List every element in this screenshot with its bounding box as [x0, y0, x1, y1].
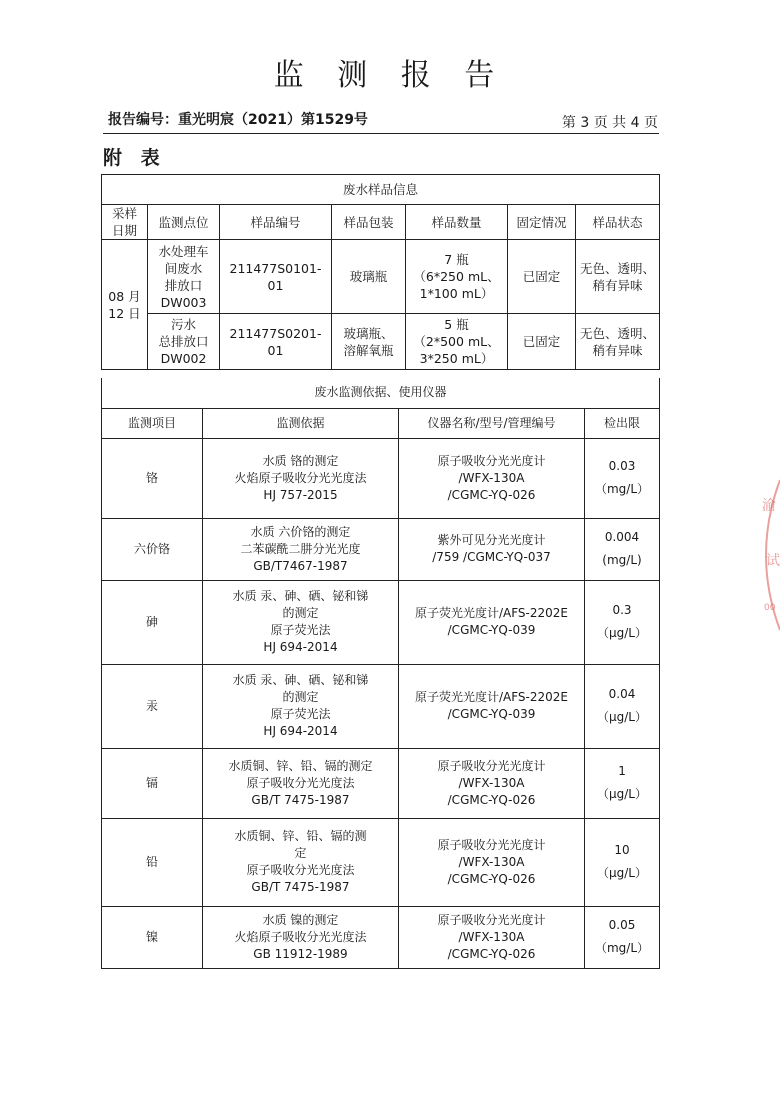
instrument-info — [399, 664, 585, 748]
monitoring-basis-line: 水质铜、锌、铅、镉的测 — [234, 829, 367, 843]
sample-header-row — [102, 205, 660, 240]
monitoring-item: 镉 — [102, 748, 203, 818]
qty-line: （6*250 mL、 — [413, 269, 500, 284]
monitoring-basis — [203, 906, 399, 968]
instrument-info — [399, 518, 585, 580]
header-quantity: 样品数量 — [406, 205, 508, 240]
monitoring-basis-line: 原子荧光法 — [270, 623, 331, 637]
monitoring-basis-line: 原子荧光法 — [270, 707, 331, 721]
fixed-status: 已固定 — [508, 240, 576, 314]
monitoring-basis — [203, 580, 399, 664]
state-line: 无色、透明、 — [580, 325, 656, 341]
instrument-info-line: /WFX-130A — [458, 775, 525, 790]
monitoring-basis-line: 原子吸收分光光度法 — [246, 775, 355, 790]
instrument-info — [399, 818, 585, 906]
detection-limit — [585, 818, 660, 906]
limit-unit: (mg/L) — [602, 553, 642, 567]
monitoring-basis-line: HJ 757-2015 — [263, 487, 338, 502]
report-number: 报告编号：重光明宸（2021）第1529号 — [108, 112, 368, 128]
header-basis: 监测依据 — [203, 408, 399, 438]
page-indicator: 第 3 页 共 4 页 — [561, 115, 658, 131]
limit-value: 0.3 — [612, 603, 632, 617]
package-line: 玻璃瓶、 — [343, 325, 394, 341]
method-row — [102, 664, 660, 748]
instrument-info — [399, 438, 585, 518]
limit-value: 0.03 — [608, 459, 636, 473]
sample-row — [102, 240, 660, 314]
header-date-line: 采样 — [111, 206, 137, 221]
sample-row — [102, 314, 660, 370]
monitoring-basis-line: 水质 汞、砷、硒、铋和锑 — [232, 589, 369, 603]
header-package: 样品包装 — [332, 205, 406, 240]
limit-value: 10 — [614, 843, 630, 857]
sample-package — [332, 314, 406, 370]
header-sampling-date — [102, 205, 148, 240]
package-line: 溶解氧瓶 — [343, 342, 394, 358]
sample-number: 211477S0101-01 — [220, 240, 332, 314]
limit-unit: （μg/L） — [597, 710, 647, 724]
point-line: 排放口 — [164, 277, 203, 293]
monitoring-item: 砷 — [102, 580, 203, 664]
sample-quantity — [406, 240, 508, 314]
instrument-info-line: /WFX-130A — [458, 929, 525, 944]
instrument-info-line: /CGMC-YQ-039 — [447, 623, 536, 637]
header-rule — [103, 133, 659, 134]
detection-limit — [585, 438, 660, 518]
instrument-info — [399, 580, 585, 664]
header-sample-no: 样品编号 — [220, 205, 332, 240]
header-limit: 检出限 — [585, 408, 660, 438]
sample-section-title: 废水样品信息 — [102, 175, 660, 205]
instrument-info-line: /759 /CGMC-YQ-037 — [432, 550, 551, 564]
method-table — [101, 378, 660, 969]
instrument-info-line: 原子吸收分光光度计 — [437, 837, 546, 852]
appendix-heading: 附 表 — [103, 147, 166, 169]
report-title: 监 测 报 告 — [273, 58, 507, 93]
point-line: 污水 — [170, 317, 196, 332]
header-fixed: 固定情况 — [508, 205, 576, 240]
monitoring-basis-line: 二苯碳酰二肼分光光度 — [240, 541, 361, 556]
monitoring-basis-line: 火焰原子吸收分光光度法 — [234, 929, 367, 944]
method-row — [102, 580, 660, 664]
svg-text:试: 试 — [766, 553, 780, 569]
instrument-info — [399, 748, 585, 818]
monitoring-point — [148, 314, 220, 370]
method-header-row — [102, 408, 660, 438]
monitoring-basis-line: 水质铜、锌、铅、镉的测定 — [228, 758, 373, 773]
instrument-info-line: 原子吸收分光光度计 — [437, 912, 546, 927]
instrument-info-line: /CGMC-YQ-026 — [447, 946, 536, 961]
monitoring-basis-line: 定 — [294, 846, 307, 860]
state-line: 稍有异味 — [592, 277, 643, 293]
instrument-info-line: 原子吸收分光光度计 — [437, 453, 546, 468]
instrument-info-line: /CGMC-YQ-026 — [447, 792, 536, 807]
detection-limit — [585, 906, 660, 968]
monitoring-basis — [203, 518, 399, 580]
monitoring-basis-line: GB/T7467-1987 — [253, 558, 348, 573]
state-line: 无色、透明、 — [580, 260, 656, 276]
method-section-title: 废水监测依据、使用仪器 — [102, 378, 660, 408]
monitoring-basis-line: 原子吸收分光光度法 — [246, 863, 355, 877]
point-line: 水处理车 — [158, 243, 209, 259]
limit-value: 1 — [618, 764, 626, 778]
instrument-info-line: /WFX-130A — [458, 470, 525, 485]
method-row — [102, 518, 660, 580]
sample-quantity — [406, 314, 508, 370]
monitoring-basis-line: HJ 694-2014 — [263, 640, 338, 654]
method-row — [102, 818, 660, 906]
monitoring-basis-line: GB/T 7475-1987 — [251, 880, 350, 894]
date-day: 12 日 — [108, 305, 141, 321]
instrument-info — [399, 906, 585, 968]
monitoring-basis-line: 火焰原子吸收分光光度法 — [234, 470, 367, 485]
package-line: 玻璃瓶 — [349, 269, 388, 284]
detection-limit — [585, 518, 660, 580]
instrument-info-line: 紫外可见分光光度计 — [437, 533, 546, 547]
method-row — [102, 438, 660, 518]
state-line: 稍有异味 — [592, 342, 643, 358]
qty-line: 1*100 mL） — [419, 286, 494, 301]
monitoring-basis-line: GB/T 7475-1987 — [251, 792, 350, 807]
method-row — [102, 906, 660, 968]
sample-state — [576, 240, 660, 314]
point-line: 间废水 — [164, 260, 203, 276]
monitoring-basis-line: 水质 镍的测定 — [262, 912, 339, 927]
instrument-info-line: /CGMC-YQ-026 — [447, 871, 536, 886]
qty-line: 7 瓶 — [444, 252, 469, 267]
sampling-date — [102, 240, 148, 370]
monitoring-basis — [203, 664, 399, 748]
monitoring-item: 汞 — [102, 664, 203, 748]
limit-value: 0.04 — [608, 687, 636, 701]
detection-limit — [585, 580, 660, 664]
limit-value: 0.05 — [608, 918, 636, 932]
limit-unit: （μg/L） — [597, 787, 647, 801]
monitoring-basis — [203, 748, 399, 818]
point-line: DW003 — [160, 294, 207, 310]
header-item: 监测项目 — [102, 408, 203, 438]
instrument-info-line: 原子荧光光度计/AFS-2202E — [414, 690, 568, 704]
monitoring-item: 六价铬 — [102, 518, 203, 580]
header-instrument: 仪器名称/型号/管理编号 — [399, 408, 585, 438]
official-seal-fragment — [744, 470, 780, 640]
point-line: 总排放口 — [158, 334, 209, 349]
sample-state — [576, 314, 660, 370]
fixed-status: 已固定 — [508, 314, 576, 370]
instrument-info-line: 原子吸收分光光度计 — [437, 758, 546, 773]
monitoring-point — [148, 240, 220, 314]
limit-unit: （mg/L） — [594, 482, 650, 496]
qty-line: （2*500 mL、 — [413, 334, 500, 349]
svg-text:渝: 渝 — [762, 498, 776, 514]
header-state: 样品状态 — [576, 205, 660, 240]
date-month: 08 月 — [108, 288, 141, 304]
instrument-info-line: 原子荧光光度计/AFS-2202E — [414, 606, 568, 620]
sample-package — [332, 240, 406, 314]
qty-line: 5 瓶 — [444, 317, 469, 332]
method-row — [102, 748, 660, 818]
header-point: 监测点位 — [148, 205, 220, 240]
monitoring-basis — [203, 438, 399, 518]
monitoring-basis-line: 水质 六价铬的测定 — [250, 524, 351, 539]
sample-info-table — [101, 174, 660, 370]
point-line: DW002 — [160, 351, 207, 366]
limit-unit: （μg/L） — [597, 626, 647, 640]
instrument-info-line: /CGMC-YQ-039 — [447, 707, 536, 721]
monitoring-basis — [203, 818, 399, 906]
limit-unit: （mg/L） — [594, 941, 650, 955]
detection-limit — [585, 664, 660, 748]
detection-limit — [585, 748, 660, 818]
sample-number: 211477S0201-01 — [220, 314, 332, 370]
header-date-line: 日期 — [111, 223, 137, 238]
monitoring-basis-line: 水质 铬的测定 — [262, 453, 339, 468]
limit-value: 0.004 — [604, 530, 640, 544]
monitoring-basis-line: HJ 694-2014 — [263, 724, 338, 738]
monitoring-basis-line: 的测定 — [282, 690, 319, 704]
monitoring-item: 铬 — [102, 438, 203, 518]
svg-text:00: 00 — [764, 603, 776, 613]
monitoring-item: 铅 — [102, 818, 203, 906]
monitoring-basis-line: GB 11912-1989 — [253, 946, 348, 961]
limit-unit: （μg/L） — [597, 866, 647, 880]
qty-line: 3*250 mL） — [419, 351, 494, 366]
monitoring-basis-line: 的测定 — [282, 606, 319, 620]
monitoring-item: 镍 — [102, 906, 203, 968]
monitoring-basis-line: 水质 汞、砷、硒、铋和锑 — [232, 673, 369, 687]
instrument-info-line: /CGMC-YQ-026 — [447, 487, 536, 502]
instrument-info-line: /WFX-130A — [458, 854, 525, 869]
